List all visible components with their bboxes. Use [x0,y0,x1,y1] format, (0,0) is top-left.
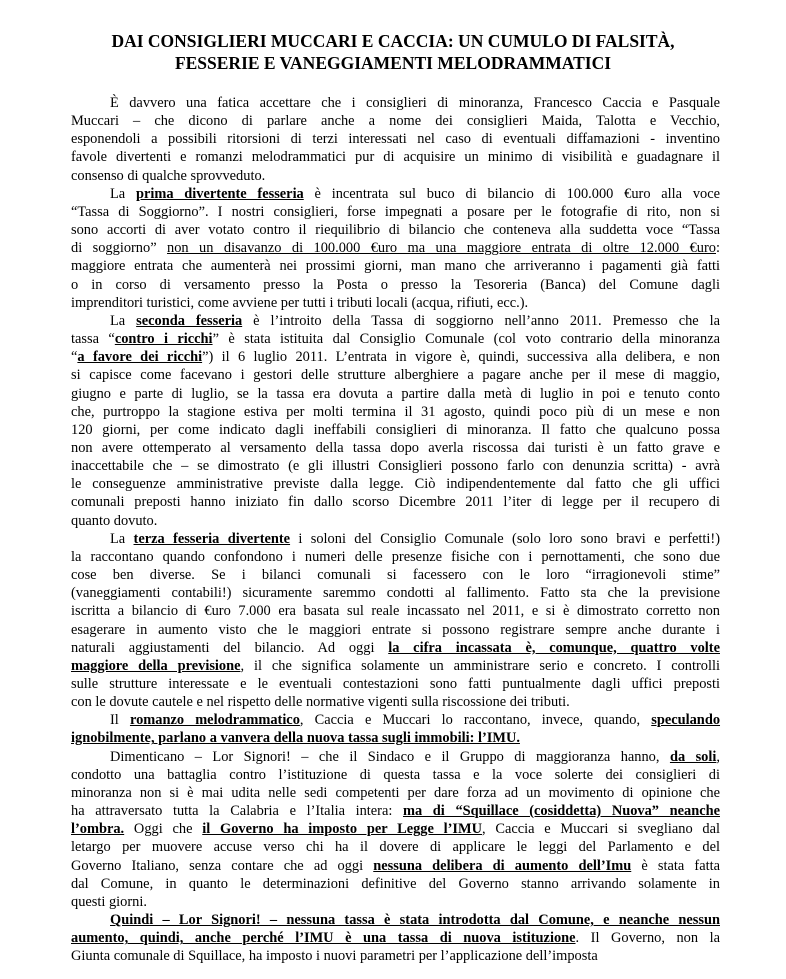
body-text: . Il Governo, non la [575,930,721,947]
body-text: naturali aggiustamenti del bilancio. Ad oggi [71,639,389,656]
text-line [71,493,720,511]
body-text: ”) il 6 luglio 2011. L’entrata in vigore è, quindi, successiva alla delibera, e non [202,349,720,366]
text-line [71,911,720,929]
text-line [71,711,720,729]
text-line [71,112,720,130]
paragraph [71,911,720,965]
text-line [71,729,720,747]
body-text: sulle strutture interessate e le eventuali contestazioni sono fatti puntualmente dagli uffici preposti [71,676,720,692]
paragraph [71,312,720,530]
emphasis-text: ignobilmente, parlano a vanvera della nuova tassa sugli immobili: l’IMU. [71,730,520,747]
body-text: “Tassa di Soggiorno”. I nostri consiglieri, forse impegnati a posare per le fotografie di rito, non si [71,203,720,220]
emphasis-text: contro i ricchi [114,331,213,348]
body-text: iscritta a bilancio di €uro 7.000 era basata sul reale incassato nel 2011, e si è dimostrato corretto non [71,603,720,620]
body-text: , [716,748,720,765]
paragraph [71,185,720,312]
emphasis-text: prima divertente fesseria [135,185,304,202]
text-line [71,130,720,148]
body-text: La [110,185,136,202]
text-line [71,94,720,112]
underlined-text: non un disavanzo di 100.000 €uro ma una maggiore entrata di oltre 12.000 €uro [167,240,716,257]
text-line [71,348,720,366]
text-line [71,457,720,475]
body-text: ” è stata istituita dal Consiglio Comunale (col voto contrario della minoranza [212,331,721,348]
text-line [71,439,720,457]
text-line [71,748,720,766]
text-line [71,239,720,257]
body-text: (vaneggiamenti contabili!) sicuramente saremmo condotti al fallimento. Fatto sta che la previsione [71,585,720,602]
body-text: 120 giorni, per come indicato dagli ineffabili consiglieri di minoranza. Il fatto che qualcuno possa [71,421,720,438]
text-line [71,221,720,239]
text-line [71,330,720,348]
text-line [71,312,720,330]
body-text: con le dovute cautele e nel rispetto delle normative vigenti sulla riscossione dei tributi. [71,694,570,711]
text-line [71,621,720,639]
text-line [71,875,720,893]
body-text: La [110,312,137,329]
emphasis-text: aumento, quindi, anche perché l’IMU è una tassa di nuova istituzione [71,930,576,947]
text-line [71,693,720,711]
body-text: si capisce come facevano i gestori delle strutture alberghiere a pagare anche per il mese di maggio, [71,367,720,384]
text-line [71,366,720,384]
body-text: la raccontano quando confondono i numeri delle presenze fisiche con i pernottamenti, che sono due [71,548,720,565]
body-text: che, purtroppo la stagione estiva per molti termina il 31 agosto, quindi poco più di un mese e non [71,403,720,420]
body-text: , Caccia e Muccari si svegliano dal [482,821,720,838]
body-text: Muccari – che dicono di parlare anche a nome dei consiglieri Maida, Talotta e Vecchio, [71,113,720,130]
paragraph [71,748,720,911]
text-line [71,148,720,166]
body-text: giugno e parte di luglio, se la tassa era dovuta a partire dalla metà di luglio in poi e tenuto conto [71,385,720,402]
text-line [71,639,720,657]
text-line [71,257,720,275]
emphasis-text: romanzo melodrammatico [129,712,300,729]
body-text: è incentrata sul buco di bilancio di 100.000 €uro alla voce [303,185,720,202]
text-line [71,929,720,947]
text-line [71,947,720,965]
body-text: ha attraversato tutta la Calabria e l’Italia intera: [71,803,403,820]
emphasis-text: l’ombra. [71,821,125,838]
emphasis-text: a favore dei ricchi [77,349,203,366]
text-line [71,530,720,548]
text-line [71,167,720,185]
text-line [71,766,720,784]
body-text: questi giorni. [71,893,147,910]
text-line [71,857,720,875]
text-line [71,838,720,856]
emphasis-text: la cifra incassata è, comunque, quattro volte [388,639,720,656]
text-line [71,276,720,294]
emphasis-text: nessuna delibera di aumento dell’Imu [373,857,632,874]
text-line [71,784,720,802]
paragraph [71,711,720,747]
body-text: inaccettabile che – se dimostrato (e gli illustri Consiglieri possono farlo con denunzia scritta) - avrà [71,458,720,475]
body-text: letargo per muovere accuse verso chi ha il dovere di applicare le leggi del Parlamento e del [71,839,720,856]
emphasis-text: il Governo ha imposto per Legge l’IMU [202,821,482,838]
document-title [60,30,726,74]
body-text: maggiore entrata che aumenterà nei prossimi giorni, man mano che arriveranno i pagamenti già fatti [71,258,720,275]
emphasis-text: ma di “Squillace (cosiddetta) Nuova” neanche [402,803,720,820]
body-text: minoranza non si è mai udita nelle sedi competenti per dare forza ad un movimento di opinione che [71,784,720,801]
body-text: dal Comune, in quanto le determinazioni definitive del Governo stanno arrivando solamente in [71,875,720,892]
text-line [71,602,720,620]
body-text: , Caccia e Muccari lo raccontano, invece, quando, [299,712,652,729]
emphasis-text: da soli [669,748,717,765]
body-text: quanto dovuto. [71,512,158,529]
text-line [71,893,720,911]
emphasis-text: seconda fesseria [136,312,243,329]
title-line-1: DAI CONSIGLIERI MUCCARI E CACCIA: UN CUMULO DI FALSITÀ, [111,31,675,51]
emphasis-text: terza fesseria divertente [133,530,291,547]
body-text: Giunta comunale di Squillace, ha imposto i nuovi parametri per l’applicazione dell’imposta [71,948,598,965]
body-text: La [110,530,134,547]
document-body [71,94,720,966]
body-text: condotto una battaglia contro l’istituzione di questa tassa e la voce solerte dei consiglieri di [71,766,720,783]
text-line [71,185,720,203]
body-text: di soggiorno” [71,240,168,257]
body-text: imprenditori turistici, come avviene per tutti i tributi locali (acqua, rifiuti, ecc.). [71,294,529,311]
body-text: Dimenticano – Lor Signori! – che il Sindaco e il Gruppo di maggioranza hanno, [110,748,670,765]
body-text: Governo Italiano, senza contare che ad oggi [71,857,374,874]
body-text: esponendoli a possibili ritorsioni di terzi interessati nel caso di eventuali diffamazioni - inventino [71,131,720,148]
text-line [71,294,720,312]
text-line [71,548,720,566]
body-text: le conseguenze amministrative previste dalla legge. Ciò indipendentemente dal fatto che gli uffici [71,476,720,493]
body-text: Il [110,712,130,729]
text-line [71,385,720,403]
body-text: favole divertenti e romanzi melodrammatici pur di acquisire un minimo di visibilità e guadagnare il [71,149,720,166]
body-text: o in corso di versamento presso la Posta o presso la Tesoreria (Banca) del Comune dagli [71,276,720,293]
body-text: è stata fatta [631,857,720,874]
body-text: consenso di qualche sprovveduto. [71,167,266,184]
text-line [71,657,720,675]
text-line [71,584,720,602]
body-text: “ [71,349,78,366]
text-line [71,512,720,530]
body-text: comunali preposti hanno iniziato fin dallo scorso Dicembre 2011 l’iter di legge per il recupero di [71,494,720,511]
emphasis-text: maggiore della previsione [71,657,241,674]
body-text: Oggi che [124,821,203,838]
text-line [71,802,720,820]
body-text: È davvero una fatica accettare che i consiglieri di minoranza, Francesco Caccia e Pasquale [110,95,720,111]
text-line [71,820,720,838]
body-text: i soloni del Consiglio Comunale (solo loro sono bravi e perfetti!) [290,530,720,547]
body-text: è l’introito della Tassa di soggiorno nell’anno 2011. Premesso che la [242,312,720,329]
body-text: non avere ottemperato al versamento della tassa dopo averla riscossa dai turisti è un fatto grave e [71,439,720,456]
paragraph [71,94,720,185]
emphasis-text: Quindi – Lor Signori! – nessuna tassa è stata introdotta dal Comune, e neanche nessun [110,912,720,929]
body-text: esagerare in aumento visto che le maggiori entrate si possono registrare sempre anche durante i [71,621,720,638]
emphasis-text: speculando [651,712,721,729]
body-text: cose ben diverse. Se i bilanci comunali si facessero con le loro “irragionevoli stime” [71,567,720,584]
title-line-2: FESSERIE E VANEGGIAMENTI MELODRAMMATICI [174,53,612,73]
body-text: : [716,240,720,257]
paragraph [71,530,720,712]
body-text: tassa “ [71,331,115,348]
text-line [71,475,720,493]
text-line [71,566,720,584]
text-line [71,421,720,439]
text-line [71,203,720,221]
body-text: sono accorti di aver votato contro il riequilibrio di bilancio che conteneva alla suddetta voce “Tassa [71,222,720,239]
text-line [71,403,720,421]
body-text: , il che significa solamente un amministrare serio e concreto. I controlli [240,657,720,674]
text-line [71,675,720,693]
